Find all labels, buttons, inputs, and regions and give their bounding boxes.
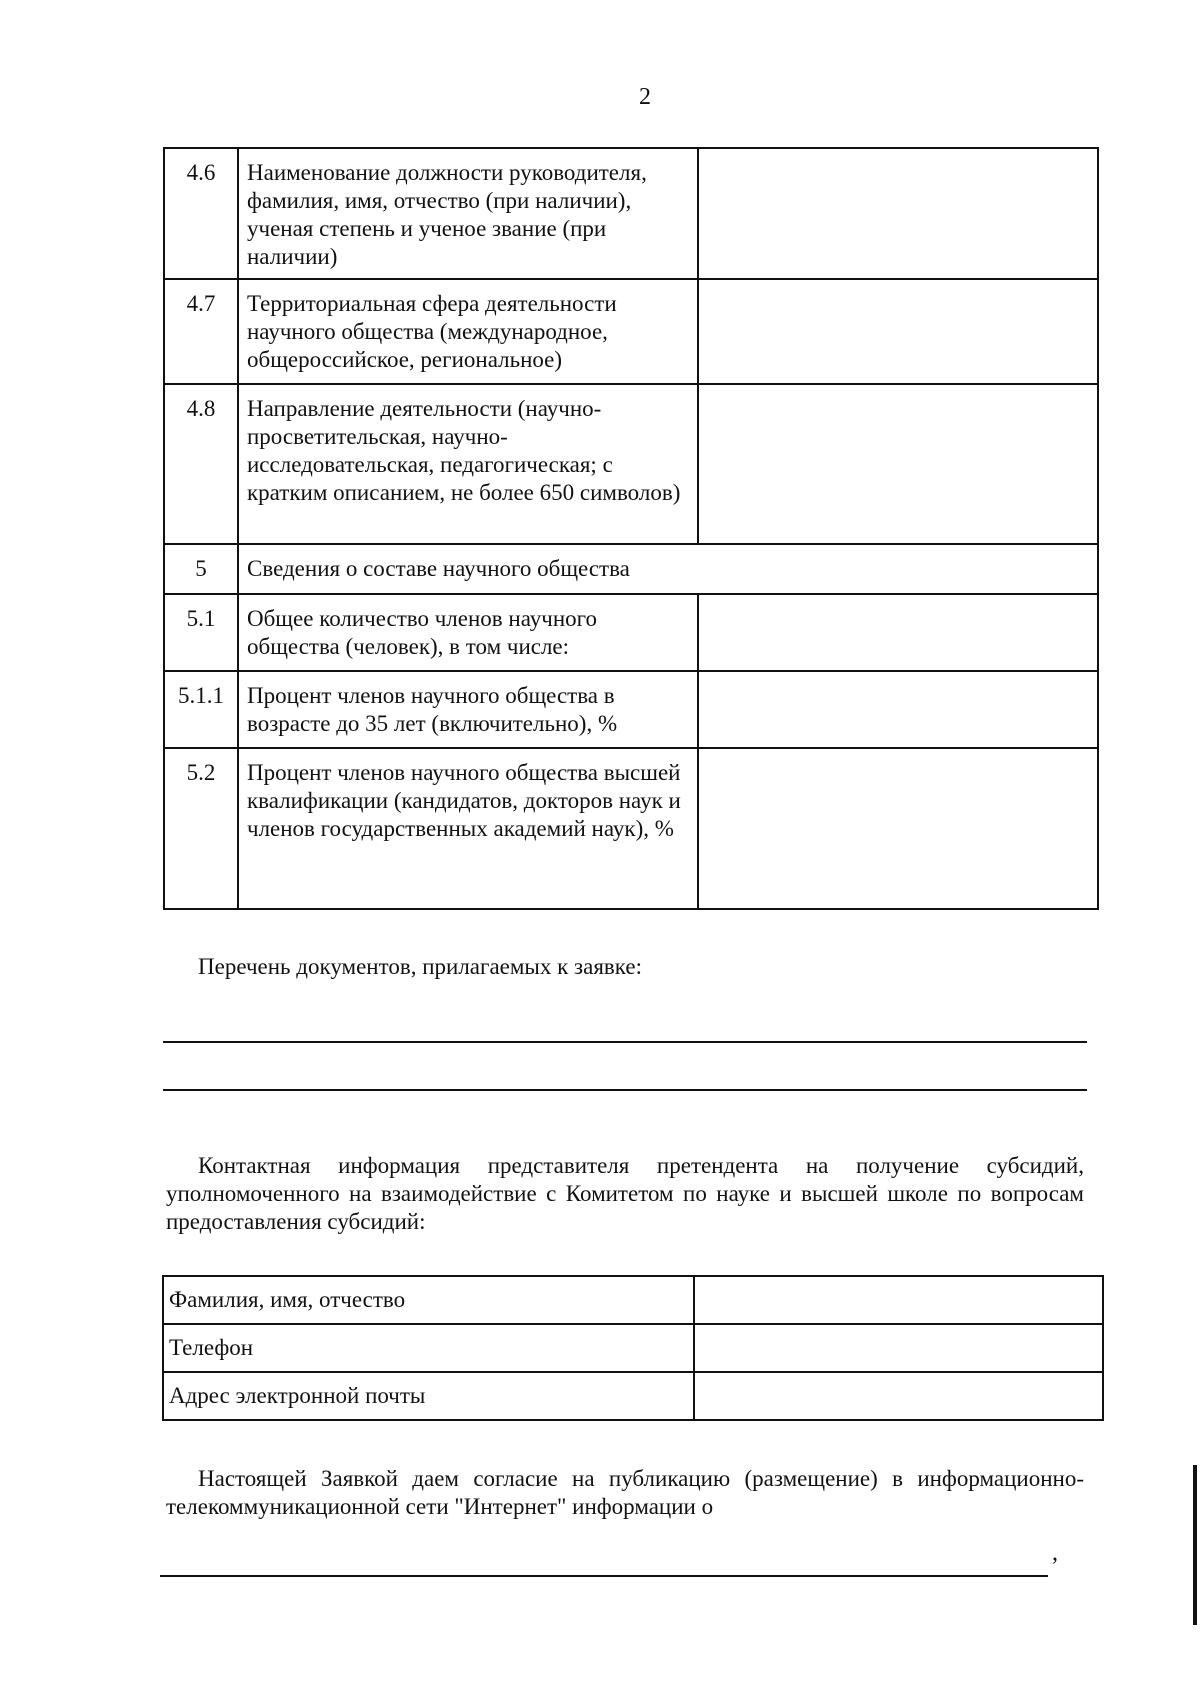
- table-row: [164, 748, 1098, 909]
- row-number: 5.1.1: [164, 671, 238, 748]
- contact-phone-field[interactable]: [694, 1324, 1103, 1372]
- contact-info-paragraph: Контактная информация представителя претендента на получение субсидий, уполномоченного на взаимодействие с Комитетом по науке и высшей школе по вопросам предоставления субсидий:: [166, 1153, 1084, 1234]
- row-label: Наименование должности руководителя, фамилия, имя, отчество (при наличии), ученая степень и ученое звание (при наличии): [238, 148, 698, 279]
- section-row: [164, 544, 1098, 594]
- row-number: 5: [164, 544, 238, 594]
- scan-margin-mark: [1193, 1465, 1197, 1625]
- table-row: [164, 594, 1098, 671]
- row-value-field[interactable]: [698, 594, 1098, 671]
- row-value-field[interactable]: [698, 148, 1098, 279]
- row-number: 5.1: [164, 594, 238, 671]
- page-number: 2: [639, 84, 651, 110]
- row-number: 4.6: [164, 148, 238, 279]
- organization-name-line[interactable]: [160, 1575, 1048, 1577]
- trailing-comma: ,: [1052, 1540, 1058, 1566]
- row-value-field[interactable]: [698, 384, 1098, 544]
- attachment-line[interactable]: [163, 1041, 1087, 1043]
- row-value-field[interactable]: [698, 671, 1098, 748]
- row-number: 5.2: [164, 748, 238, 909]
- contact-email-field[interactable]: [694, 1372, 1103, 1420]
- table-row: [164, 671, 1098, 748]
- section-heading: Сведения о составе научного общества: [238, 544, 1098, 594]
- attachment-line[interactable]: [163, 1089, 1087, 1091]
- row-label: Территориальная сфера деятельности научного общества (международное, общероссийское, региональное): [238, 279, 698, 384]
- row-label: Процент членов научного общества высшей квалификации (кандидатов, докторов наук и членов государственных академий наук), %: [238, 748, 698, 909]
- row-label: Процент членов научного общества в возрасте до 35 лет (включительно), %: [238, 671, 698, 748]
- row-label: Направление деятельности (научно-просветительская, научно-исследовательская, педагогическая; с кратким описанием, не более 650 символов): [238, 384, 698, 544]
- table-row: [164, 279, 1098, 384]
- attachments-heading: Перечень документов, прилагаемых к заявке:: [198, 954, 642, 979]
- table-row: [163, 1324, 1103, 1372]
- contact-label-phone: Телефон: [163, 1324, 694, 1372]
- consent-paragraph: Настоящей Заявкой даем согласие на публикацию (размещение) в информационно-телекоммуникационной сети "Интернет" информации о: [166, 1466, 1084, 1519]
- table-row: [164, 148, 1098, 279]
- row-number: 4.7: [164, 279, 238, 384]
- row-label: Общее количество членов научного общества (человек), в том числе:: [238, 594, 698, 671]
- contact-table: [162, 1275, 1104, 1421]
- table-row: [164, 384, 1098, 544]
- contact-label-email: Адрес электронной почты: [163, 1372, 694, 1420]
- row-number: 4.8: [164, 384, 238, 544]
- table-row: [163, 1276, 1103, 1324]
- row-value-field[interactable]: [698, 279, 1098, 384]
- table-row: [163, 1372, 1103, 1420]
- row-value-field[interactable]: [698, 748, 1098, 909]
- application-form-table: [163, 147, 1099, 910]
- contact-label-name: Фамилия, имя, отчество: [163, 1276, 694, 1324]
- contact-name-field[interactable]: [694, 1276, 1103, 1324]
